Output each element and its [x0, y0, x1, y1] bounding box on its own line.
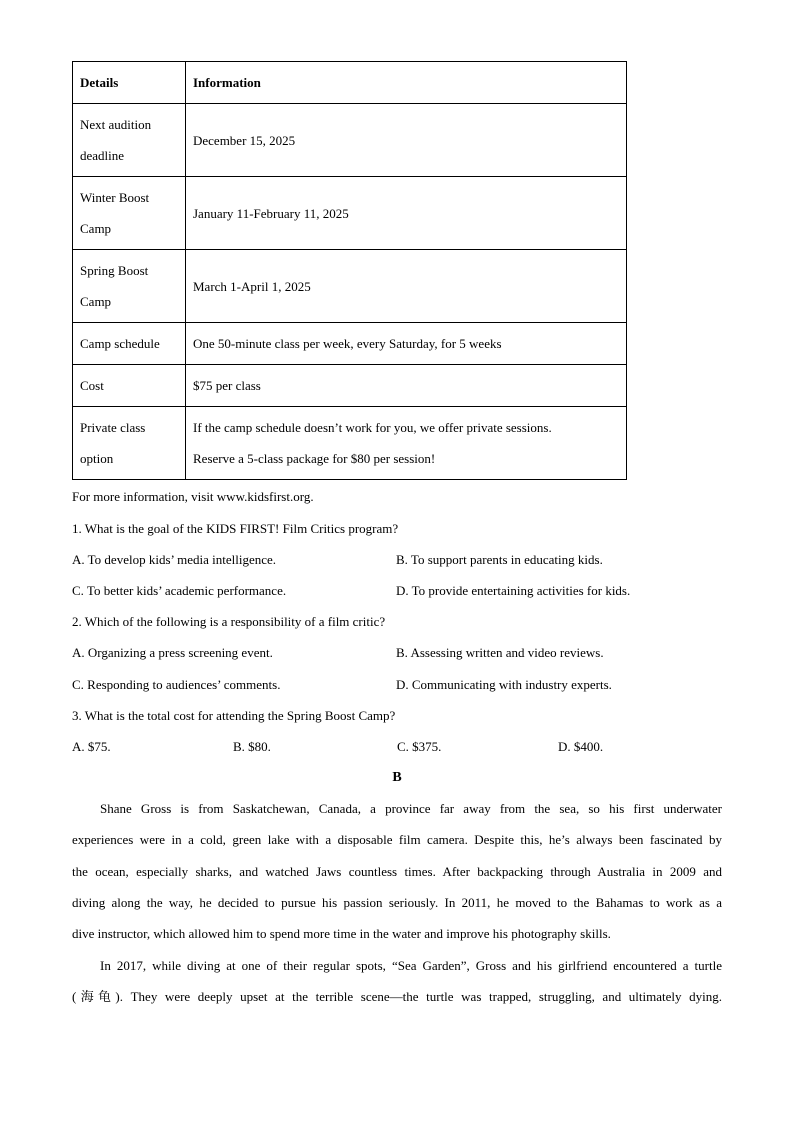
detail-cell: Cost: [73, 365, 186, 407]
question-3-stem: 3. What is the total cost for attending the Spring Boost Camp?: [72, 708, 396, 723]
table-row: [73, 407, 627, 480]
info-cell: December 15, 2025: [186, 104, 627, 177]
table-row: [73, 365, 627, 407]
paragraph-line: the ocean, especially sharks, and watched Jaws countless times. After backpacking through Australia in 2009 and: [72, 863, 722, 879]
table-row: [73, 323, 627, 365]
question-2-option-a: A. Organizing a press screening event.: [72, 645, 273, 660]
detail-cell: Private class option: [73, 407, 186, 480]
question-3-option-d: D. $400.: [558, 739, 604, 754]
section-b-title: B: [392, 770, 402, 785]
paragraph-line: diving along the way, he decided to pursue his passion seriously. In 2011, he moved to the Bahamas to work as a: [72, 894, 722, 910]
question-3-option-a: A. $75.: [72, 739, 111, 754]
question-2-option-b: B. Assessing written and video reviews.: [396, 645, 604, 660]
info-cell: $75 per class: [186, 365, 627, 407]
table-row: [73, 104, 627, 177]
paragraph-line: (海龟). They were deeply upset at the terrible scene—the turtle was trapped, struggling, and ultimately dying.: [72, 989, 722, 1005]
question-1-option-c: C. To better kids’ academic performance.: [72, 583, 287, 598]
table-header-row: [73, 62, 627, 104]
info-cell: One 50-minute class per week, every Saturday, for 5 weeks: [186, 323, 627, 365]
paragraph-line: dive instructor, which allowed him to spend more time in the water and improve his photography skills.: [72, 926, 611, 942]
question-1-stem: 1. What is the goal of the KIDS FIRST! Film Critics program?: [72, 521, 399, 536]
question-3-option-b: B. $80.: [233, 739, 271, 754]
header-information: Information: [186, 62, 627, 104]
info-cell: March 1-April 1, 2025: [186, 250, 627, 323]
info-cell: If the camp schedule doesn’t work for you, we offer private sessions. Reserve a 5-class package for $80 per session!: [186, 407, 627, 480]
header-details: Details: [73, 62, 186, 104]
more-info-text: For more information, visit www.kidsfirst.org.: [72, 489, 314, 504]
question-1-option-b: B. To support parents in educating kids.: [396, 552, 603, 567]
detail-cell: Next audition deadline: [73, 104, 186, 177]
question-2-option-c: C. Responding to audiences’ comments.: [72, 677, 281, 692]
camp-info-table: [72, 61, 627, 480]
detail-cell: Spring Boost Camp: [73, 250, 186, 323]
table-row: [73, 177, 627, 250]
question-2-stem: 2. Which of the following is a responsibility of a film critic?: [72, 614, 386, 629]
section-b-paragraph-2: [72, 950, 722, 1013]
section-b-paragraph-1: [72, 793, 722, 949]
paragraph-line: Shane Gross is from Saskatchewan, Canada, a province far away from the sea, so his first underwater: [100, 801, 722, 816]
detail-cell: Camp schedule: [73, 323, 186, 365]
question-1-option-a: A. To develop kids’ media intelligence.: [72, 552, 277, 567]
detail-cell: Winter Boost Camp: [73, 177, 186, 250]
paragraph-line: experiences were in a cold, green lake with a disposable film camera. Despite this, he’s always been fascinated by: [72, 832, 722, 848]
table-row: [73, 250, 627, 323]
question-2-option-d: D. Communicating with industry experts.: [396, 677, 612, 692]
question-3-option-c: C. $375.: [397, 739, 442, 754]
paragraph-line: In 2017, while diving at one of their regular spots, “Sea Garden”, Gross and his girlfriend encountered a turtle: [100, 958, 722, 973]
info-cell: January 11-February 11, 2025: [186, 177, 627, 250]
question-1-option-d: D. To provide entertaining activities for kids.: [396, 583, 631, 598]
